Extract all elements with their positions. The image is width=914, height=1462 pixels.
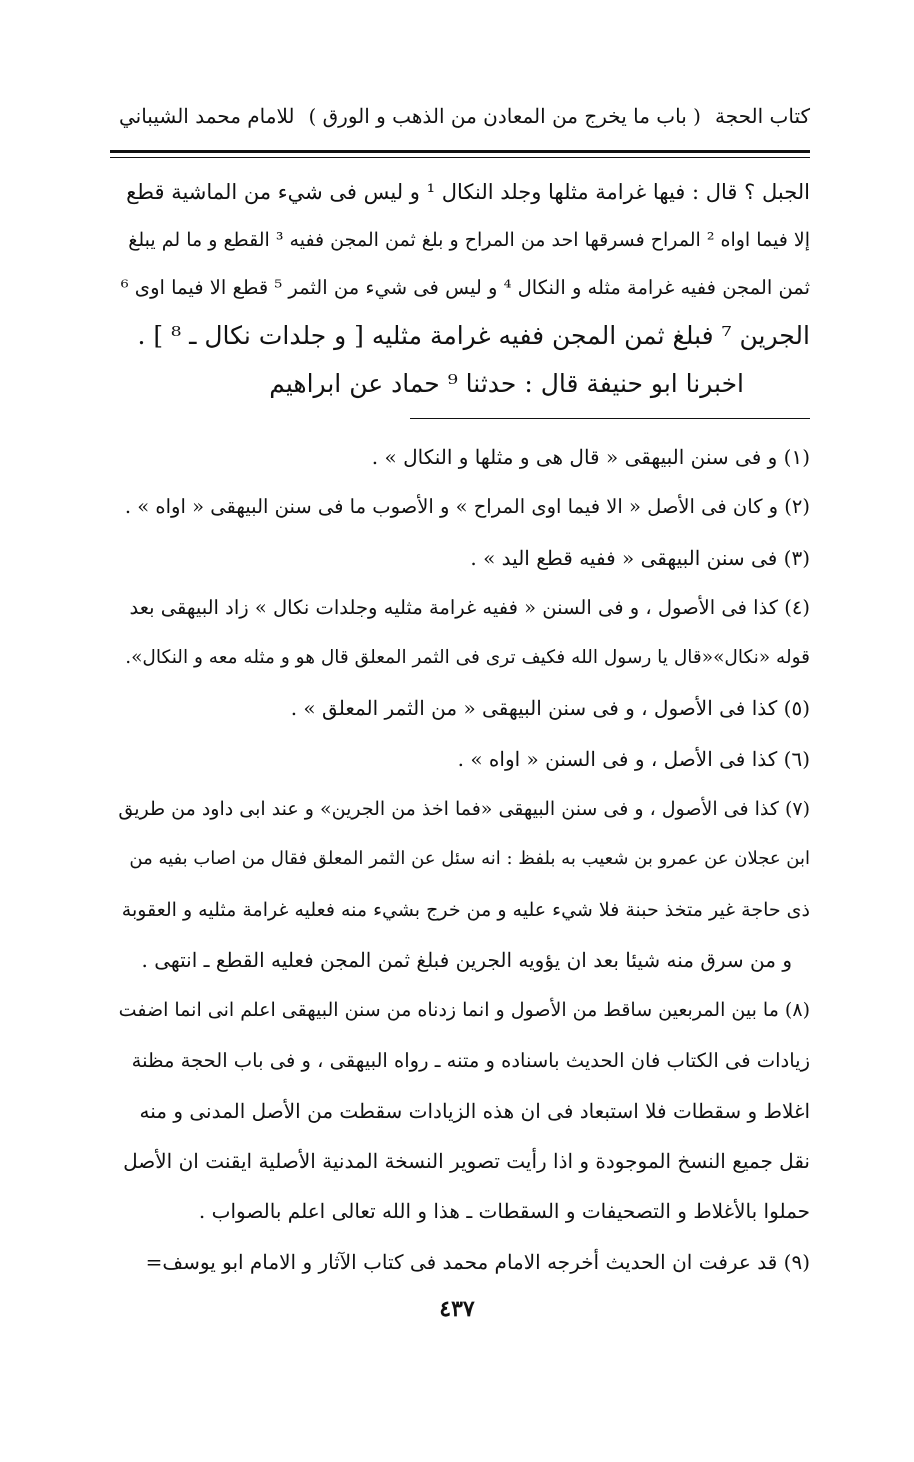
header-rule-thick (110, 150, 810, 153)
main-text-line: اخبرنا ابو حنيفة قال : حدثنا ⁹ حماد عن ابراهيم (269, 369, 744, 398)
footnote-line: اغلاط و سقطات فلا استبعاد فى ان هذه الزيادات سقطت من الأصل المدنى و منه (139, 1098, 810, 1123)
main-text (116, 168, 810, 408)
main-text-line: إلا فيما اواه ² المراح فسرقها احد من المراح و بلغ ثمن المجن ففيه ³ القطع و ما لم يبلغ (128, 229, 810, 251)
footnote-divider (410, 418, 810, 419)
footnote-line: نقل جميع النسخ الموجودة و اذا رأيت تصوير النسخة المدنية الأصلية ايقنت ان الأصل (123, 1149, 810, 1174)
footnote-line: و من سرق منه شيئا بعد ان يؤويه الجرين فبلغ ثمن المجن فعليه القطع ـ انتهى . (141, 947, 792, 972)
footnote-line: حملوا بالأغلاط و التصحيفات و السقطات ـ هذا و الله تعالى اعلم بالصواب . (198, 1199, 810, 1224)
main-text-line: الجبل ؟ قال : فيها غرامة مثلها وجلد النكال ¹ و ليس فى شيء من الماشية قطع (126, 180, 810, 204)
footnote-line: (٣) فى سنن البيهقى « ففيه قطع اليد » . (470, 545, 810, 570)
footnote-line: (٥) كذا فى الأصول ، و فى سنن البيهقى « من الثمر المعلق » . (290, 696, 810, 721)
footnote-line: (٢) و كان فى الأصل « الا فيما اوى المراح » و الأصوب ما فى سنن البيهقى « اواه » . (124, 495, 810, 519)
footnote-line: (٩) قد عرفت ان الحديث أخرجه الامام محمد فى كتاب الآثار و الامام ابو يوسف= (145, 1249, 810, 1274)
page-number: ٤٣٧ (439, 1296, 475, 1322)
running-header (112, 104, 810, 128)
footnote-line: ذى حاجة غير متخذ حبنة فلا شيء عليه و من خرج بشيء منه فعليه غرامة مثليه و العقوبة (121, 898, 810, 921)
footnote-line: (٨) ما بين المربعين ساقط من الأصول و انما زدناه من سنن البيهقى اعلم انى انما اضفت (118, 999, 810, 1022)
footnote-line: (١) و فى سنن البيهقى « قال هى و مثلها و النكال » . (371, 445, 810, 469)
header-chapter-title: ( باب ما يخرج من المعادن من الذهب و الورق ) (308, 104, 701, 128)
header-book-title: كتاب الحجة (714, 104, 810, 128)
footnote-line: زيادات فى الكتاب فان الحديث باسناده و متنه ـ رواه البيهقى ، و فى باب الحجة مظنة (131, 1048, 810, 1072)
header-author: للامام محمد الشيباني (118, 104, 295, 128)
footnote-line: ابن عجلان عن عمرو بن شعيب به بلفظ : انه سئل عن الثمر المعلق فقال من اصاب بفيه من (129, 848, 810, 870)
footnote-line: (٦) كذا فى الأصل ، و فى السنن « اواه » . (457, 746, 810, 771)
header-rule-thin (110, 157, 810, 158)
footnotes (116, 432, 810, 1287)
footnote-line: (٧) كذا فى الأصول ، و فى سنن البيهقى «فما اخذ من الجرين» و عند ابى داود من طريق (118, 798, 810, 821)
footnote-line: قوله «نكال»«قال يا رسول الله فكيف ترى فى الثمر المعلق قال هو و مثله معه و النكال». (125, 647, 810, 669)
main-text-line: ثمن المجن ففيه غرامة مثله و النكال ⁴ و ليس فى شيء من الثمر ⁵ قطع الا فيما اوى ⁶ (120, 276, 810, 299)
footnote-line: (٤) كذا فى الأصول ، و فى السنن « ففيه غرامة مثليه وجلدات نكال » زاد البيهقى بعد (129, 595, 810, 619)
main-text-line: الجرين ⁷ فبلغ ثمن المجن ففيه غرامة مثليه [ و جلدات نكال ـ ⁸ ] . (137, 321, 810, 350)
